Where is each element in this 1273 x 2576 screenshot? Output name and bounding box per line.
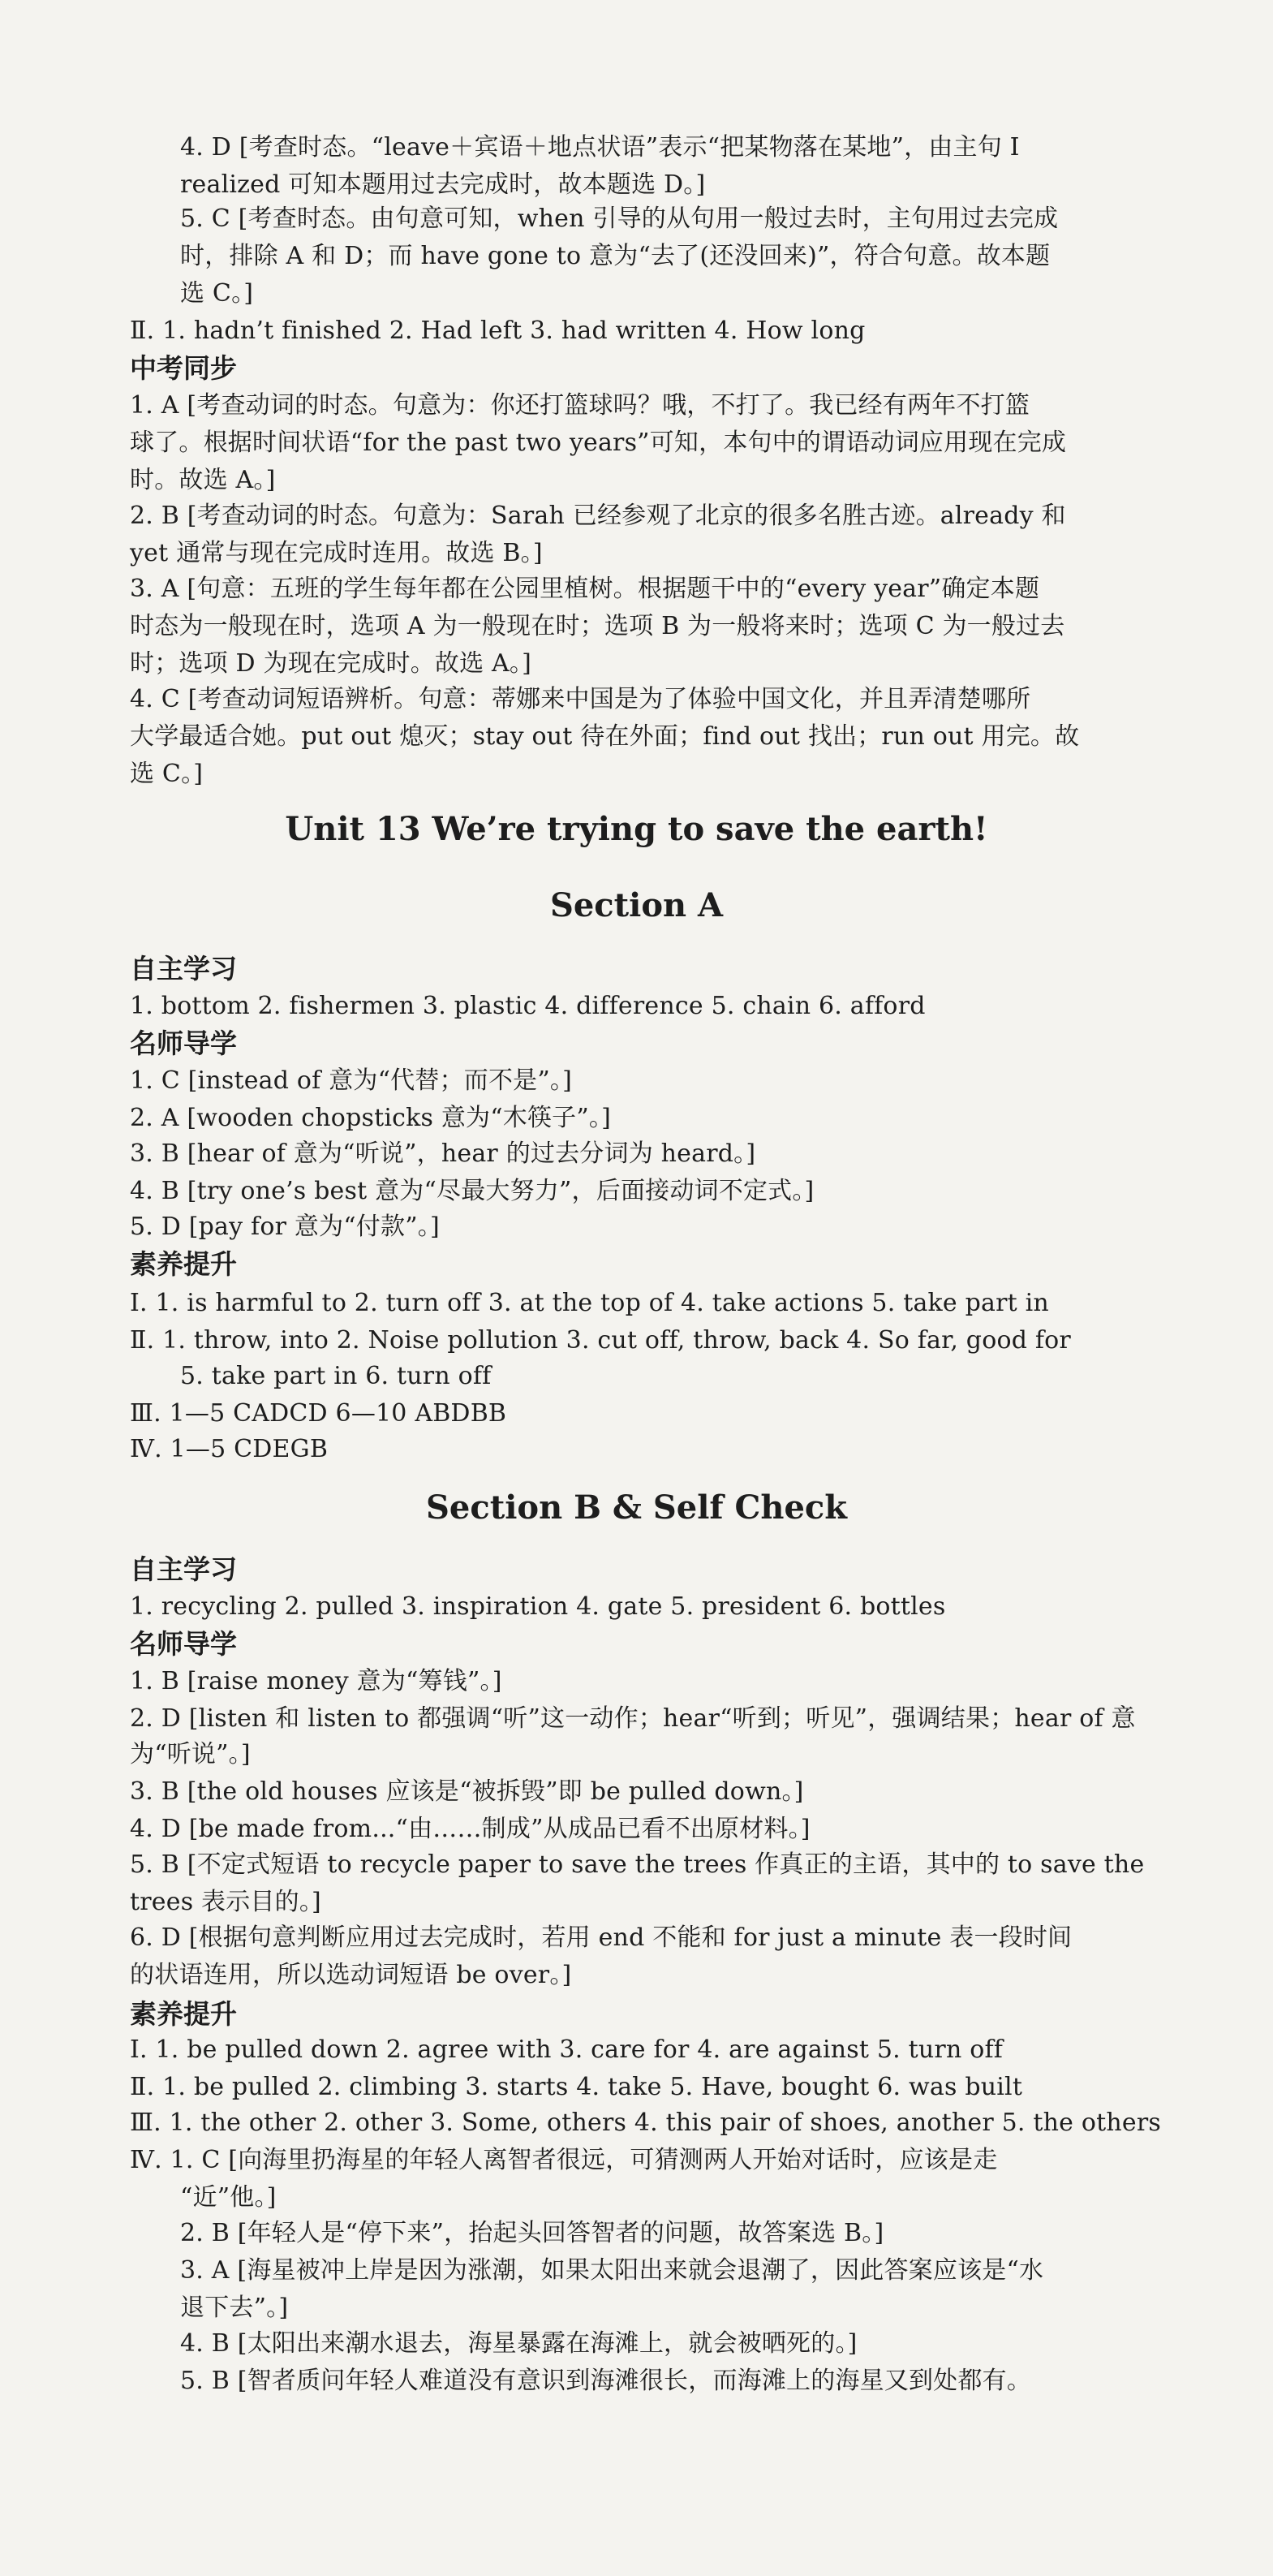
section-a-suyang-line: Ⅲ. 1—5 CADCD 6—10 ABDBB: [130, 1399, 507, 1428]
section-a-zizhu-line: 1. bottom 2. fishermen 3. plastic 4. difference 5. chain 6. afford: [130, 992, 926, 1020]
zhongkao-line: 1. A [考查动词的时态。句意为：你还打篮球吗？哦，不打了。我已经有两年不打篮: [130, 391, 1030, 420]
section-a-suyang-line: Ⅱ. 1. throw, into 2. Noise pollution 3. cut off, throw, back 4. So far, good for: [130, 1326, 1071, 1355]
section-b-suyang-line: 5. B [智者质问年轻人难道没有意识到海滩很长，而海滩上的海星又到处都有。: [180, 2367, 1032, 2395]
section-a-mingshi-line: 2. A [wooden chopsticks 意为“木筷子”。]: [130, 1104, 612, 1132]
zhongkao-line: 选 C。]: [130, 760, 204, 788]
section-b-zizhu-line: 1. recycling 2. pulled 3. inspiration 4. gate 5. president 6. bottles: [130, 1592, 946, 1621]
section-b-suyang-line: 2. B [年轻人是“停下来”，抬起头回答智者的问题，故答案选 B。]: [180, 2219, 884, 2247]
section-b-mingshi-line: 的状语连用，所以选动词短语 be over。]: [130, 1961, 572, 1989]
zhongkao-line: 时态为一般现在时，选项 A 为一般现在时；选项 B 为一般将来时；选项 C 为一般过去: [130, 612, 1065, 640]
unit-title: Unit 13 We’re trying to save the earth!: [285, 810, 988, 848]
section-b-suyang-line: Ⅱ. 1. be pulled 2. climbing 3. starts 4. take 5. Have, bought 6. was built: [130, 2073, 1023, 2101]
section-a-mingshi-line: 5. D [pay for 意为“付款”。]: [130, 1213, 440, 1241]
zhongkao-line: 大学最适合她。put out 熄灭；stay out 待在外面；find out 找出；run out 用完。故: [130, 722, 1080, 751]
section-a-suyang-heading: 素养提升: [130, 1248, 237, 1280]
section-b-mingshi-line: 2. D [listen 和 listen to 都强调“听”这一动作；hear“听到；听见”，强调结果；hear of 意: [130, 1704, 1136, 1733]
section-b-suyang-line: Ⅰ. 1. be pulled down 2. agree with 3. care for 4. are against 5. turn off: [130, 2035, 1004, 2064]
section-b-suyang-line: “近”他。]: [180, 2183, 277, 2212]
section-b-suyang-line: 退下去”。]: [180, 2294, 289, 2322]
section-b-mingshi-heading: 名师导学: [130, 1628, 237, 1660]
section-b-mingshi-line: 5. B [不定式短语 to recycle paper to save the trees 作真正的主语，其中的 to save the: [130, 1850, 1145, 1879]
answer-q5-line1: 5. C [考查时态。由句意可知，when 引导的从句用一般过去时，主句用过去完成: [180, 205, 1059, 233]
zhongkao-line: 2. B [考查动词的时态。句意为：Sarah 已经参观了北京的很多名胜古迹。already 和: [130, 502, 1066, 530]
section-b-title: Section B & Self Check: [426, 1488, 847, 1527]
section-a-suyang-line: Ⅳ. 1—5 CDEGB: [130, 1435, 329, 1463]
section-b-mingshi-line: 1. B [raise money 意为“筹钱”。]: [130, 1667, 502, 1695]
section-a-mingshi-line: 4. B [try one’s best 意为“尽最大努力”，后面接动词不定式。]: [130, 1177, 815, 1205]
section-b-suyang-line: Ⅲ. 1. the other 2. other 3. Some, others 4. this pair of shoes, another 5. the others: [130, 2109, 1161, 2137]
section-b-suyang-line: Ⅳ. 1. C [向海里扔海星的年轻人离智者很远，可猜测两人开始对话时，应该是走: [130, 2146, 998, 2174]
section-b-mingshi-line: 3. B [the old houses 应该是“被拆毁”即 be pulled down。]: [130, 1777, 804, 1806]
section-b-mingshi-line: 4. D [be made from...“由……制成”从成品已看不出原材料。]: [130, 1815, 811, 1843]
section-b-suyang-heading: 素养提升: [130, 1998, 237, 2030]
section-a-suyang-line: Ⅰ. 1. is harmful to 2. turn off 3. at the top of 4. take actions 5. take part in: [130, 1289, 1049, 1317]
zhongkao-heading: 中考同步: [130, 352, 237, 384]
section-a-mingshi-line: 1. C [instead of 意为“代替；而不是”。]: [130, 1066, 572, 1095]
zhongkao-line: 时；选项 D 为现在完成时。故选 A。]: [130, 649, 532, 678]
answer-q5-line3: 选 C。]: [180, 279, 254, 308]
section-b-mingshi-line: 为“听说”。]: [130, 1740, 251, 1768]
section-a-title: Section A: [549, 886, 724, 924]
section-a-zizhu-heading: 自主学习: [130, 953, 237, 984]
answer-q4-line1: 4. D [考查时态。“leave＋宾语＋地点状语”表示“把某物落在某地”，由主句 I: [180, 133, 1020, 162]
zhongkao-line: 时。故选 A。]: [130, 466, 276, 494]
section-b-mingshi-line: 6. D [根据句意判断应用过去完成时，若用 end 不能和 for just a minute 表一段时间: [130, 1923, 1073, 1952]
answer-ii-line: Ⅱ. 1. hadn’t finished 2. Had left 3. had written 4. How long: [130, 317, 866, 345]
zhongkao-line: 球了。根据时间状语“for the past two years”可知，本句中的谓语动词应用现在完成: [130, 429, 1067, 457]
answer-q4-line2: realized 可知本题用过去完成时，故本题选 D。]: [180, 170, 706, 199]
zhongkao-line: 4. C [考查动词短语辨析。句意：蒂娜来中国是为了体验中国文化，并且弄清楚哪所: [130, 685, 1031, 713]
section-b-suyang-line: 4. B [太阳出来潮水退去，海星暴露在海滩上，就会被晒死的。]: [180, 2329, 858, 2358]
answer-q5-line2: 时，排除 A 和 D；而 have gone to 意为“去了(还没回来)”，符合句意。故本题: [180, 242, 1051, 270]
section-b-mingshi-line: trees 表示目的。]: [130, 1888, 321, 1916]
section-a-suyang-line: 5. take part in 6. turn off: [180, 1362, 492, 1390]
section-a-mingshi-heading: 名师导学: [130, 1027, 237, 1059]
section-b-zizhu-heading: 自主学习: [130, 1553, 237, 1585]
zhongkao-line: 3. A [句意：五班的学生每年都在公园里植树。根据题干中的“every year”确定本题: [130, 575, 1040, 603]
section-b-suyang-line: 3. A [海星被冲上岸是因为涨潮，如果太阳出来就会退潮了，因此答案应该是“水: [180, 2256, 1044, 2285]
section-a-mingshi-line: 3. B [hear of 意为“听说”，hear 的过去分词为 heard。]: [130, 1139, 756, 1168]
zhongkao-line: yet 通常与现在完成时连用。故选 B。]: [130, 539, 543, 567]
